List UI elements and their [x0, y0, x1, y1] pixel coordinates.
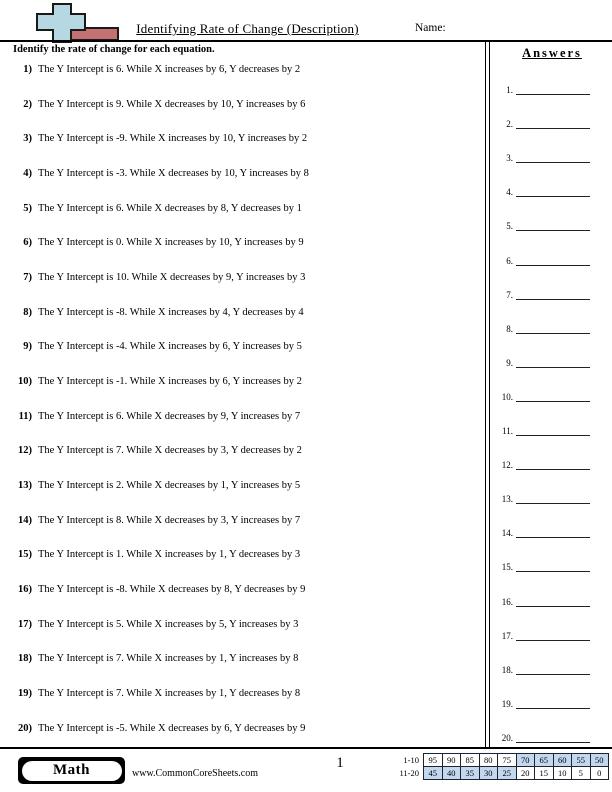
- score-grid-row: [394, 754, 609, 767]
- question-number: 7): [23, 272, 32, 284]
- question-text: The Y Intercept is -8. While X decreases by 8, Y decreases by 9: [38, 584, 306, 596]
- question-row: [0, 197, 486, 232]
- score-cell: 70: [516, 754, 535, 767]
- question-text: The Y Intercept is -5. While X decreases by 6, Y decreases by 9: [38, 722, 306, 734]
- answer-blank[interactable]: [516, 94, 590, 95]
- answer-number: 4.: [506, 187, 513, 198]
- answer-item: [492, 448, 612, 482]
- answer-blank[interactable]: [516, 128, 590, 129]
- question-text: The Y Intercept is 6. While X decreases by 8, Y decreases by 1: [38, 202, 302, 214]
- website-url: www.CommonCoreSheets.com: [132, 768, 259, 779]
- answer-blank[interactable]: [516, 469, 590, 470]
- answer-blank[interactable]: [516, 640, 590, 641]
- question-number: 18): [18, 653, 32, 665]
- score-cell: 95: [424, 754, 443, 767]
- answer-number: 9.: [506, 357, 513, 368]
- question-number: 9): [23, 341, 32, 353]
- name-label: Name:: [415, 22, 446, 34]
- score-cell: 80: [479, 754, 498, 767]
- answer-number: 16.: [501, 596, 513, 607]
- score-grid-row-label: 1-10: [403, 754, 419, 765]
- question-row: [0, 509, 486, 544]
- question-row: [0, 127, 486, 162]
- score-cell: 30: [479, 767, 498, 780]
- question-number: 8): [23, 306, 32, 318]
- answer-item: [492, 312, 612, 346]
- score-cell: 5: [572, 767, 591, 780]
- answer-item: [492, 721, 612, 755]
- question-text: The Y Intercept is 7. While X increases by 1, Y increases by 8: [38, 653, 299, 665]
- answer-item: [492, 516, 612, 550]
- answer-number: 12.: [501, 460, 513, 471]
- answer-blank[interactable]: [516, 503, 590, 504]
- score-cell: 15: [535, 767, 554, 780]
- question-text: The Y Intercept is 9. While X decreases by 10, Y increases by 6: [38, 98, 306, 110]
- answer-blank[interactable]: [516, 537, 590, 538]
- question-number: 10): [18, 376, 32, 388]
- question-number: 4): [23, 168, 32, 180]
- question-text: The Y Intercept is -9. While X increases by 10, Y increases by 2: [38, 133, 308, 145]
- answer-number: 2.: [506, 119, 513, 130]
- answer-number: 20.: [501, 732, 513, 743]
- question-row: [0, 58, 486, 93]
- score-grid: [394, 753, 610, 780]
- question-number: 14): [18, 514, 32, 526]
- answer-number: 3.: [506, 153, 513, 164]
- question-text: The Y Intercept is 6. While X decreases by 9, Y increases by 7: [38, 410, 301, 422]
- question-row: [0, 93, 486, 128]
- answer-number: 19.: [501, 698, 513, 709]
- answer-item: [492, 550, 612, 584]
- question-text: The Y Intercept is 5. While X increases by 5, Y increases by 3: [38, 618, 299, 630]
- question-text: The Y Intercept is 7. While X increases by 1, Y decreases by 8: [38, 688, 301, 700]
- score-cell: 35: [461, 767, 480, 780]
- answers-divider: [485, 40, 490, 747]
- answer-item: [492, 653, 612, 687]
- score-cell: 90: [442, 754, 461, 767]
- score-grid-row-label: 11-20: [399, 767, 419, 778]
- question-row: [0, 543, 486, 578]
- question-text: The Y Intercept is -8. While X increases by 4, Y decreases by 4: [38, 306, 304, 318]
- answer-blank[interactable]: [516, 299, 590, 300]
- question-row: [0, 405, 486, 440]
- answer-blank[interactable]: [516, 401, 590, 402]
- score-cell: 40: [442, 767, 461, 780]
- question-row: [0, 647, 486, 682]
- answer-item: [492, 346, 612, 380]
- question-text: The Y Intercept is 8. While X decreases by 3, Y increases by 7: [38, 514, 301, 526]
- score-cell: 85: [461, 754, 480, 767]
- score-cell: 50: [590, 754, 609, 767]
- question-text: The Y Intercept is 10. While X decreases by 9, Y increases by 3: [38, 272, 306, 284]
- answer-item: [492, 619, 612, 653]
- answers-column: [492, 40, 612, 755]
- footer-rule: [0, 747, 612, 749]
- answer-number: 18.: [501, 664, 513, 675]
- answer-blank[interactable]: [516, 435, 590, 436]
- answer-number: 15.: [501, 562, 513, 573]
- question-text: The Y Intercept is -4. While X increases by 6, Y increases by 5: [38, 341, 302, 353]
- question-row: [0, 578, 486, 613]
- score-cell: 0: [590, 767, 609, 780]
- answer-item: [492, 278, 612, 312]
- answer-blank[interactable]: [516, 162, 590, 163]
- question-row: [0, 162, 486, 197]
- score-cell: 45: [424, 767, 443, 780]
- answer-blank[interactable]: [516, 196, 590, 197]
- question-row: [0, 370, 486, 405]
- question-row: [0, 439, 486, 474]
- answer-blank[interactable]: [516, 367, 590, 368]
- question-number: 11): [18, 410, 32, 422]
- answer-item: [492, 584, 612, 618]
- score-cell: 25: [498, 767, 517, 780]
- question-number: 1): [23, 64, 32, 75]
- question-text: The Y Intercept is -1. While X increases by 6, Y increases by 2: [38, 376, 302, 388]
- answer-number: 5.: [506, 221, 513, 232]
- question-number: 19): [18, 688, 32, 700]
- question-number: 16): [18, 584, 32, 596]
- score-cell: 65: [535, 754, 554, 767]
- answer-blank[interactable]: [516, 606, 590, 607]
- answer-blank[interactable]: [516, 742, 590, 743]
- answer-item: [492, 414, 612, 448]
- question-row: [0, 335, 486, 370]
- answer-number: 8.: [506, 323, 513, 334]
- question-row: [0, 231, 486, 266]
- answer-blank[interactable]: [516, 333, 590, 334]
- answer-item: [492, 380, 612, 414]
- answer-item: [492, 243, 612, 277]
- question-number: 3): [23, 133, 32, 145]
- score-cell: 75: [498, 754, 517, 767]
- page-number: 1: [336, 755, 344, 771]
- answer-blank[interactable]: [516, 265, 590, 266]
- score-cell: 10: [553, 767, 572, 780]
- question-number: 6): [23, 237, 32, 249]
- answer-item: [492, 73, 612, 107]
- answers-title: Answers: [522, 46, 582, 60]
- answer-blank[interactable]: [516, 571, 590, 572]
- question-number: 5): [23, 202, 32, 214]
- answer-item: [492, 141, 612, 175]
- question-number: 12): [18, 445, 32, 457]
- answers-list: [492, 73, 612, 755]
- question-number: 2): [23, 98, 32, 110]
- question-text: The Y Intercept is -3. While X decreases by 10, Y increases by 8: [38, 168, 309, 180]
- score-cell: 20: [516, 767, 535, 780]
- question-number: 13): [18, 480, 32, 492]
- question-row: [0, 474, 486, 509]
- answer-number: 13.: [501, 494, 513, 505]
- answer-blank[interactable]: [516, 230, 590, 231]
- answer-item: [492, 107, 612, 141]
- subject-badge: [18, 757, 125, 784]
- question-text: The Y Intercept is 1. While X increases by 1, Y decreases by 3: [38, 549, 301, 561]
- question-text: The Y Intercept is 2. While X decreases by 1, Y increases by 5: [38, 480, 301, 492]
- question-number: 17): [18, 618, 32, 630]
- answer-item: [492, 209, 612, 243]
- question-row: [0, 266, 486, 301]
- answer-blank[interactable]: [516, 674, 590, 675]
- instruction-text: Identify the rate of change for each equation.: [13, 44, 215, 55]
- subject-label: Math: [22, 761, 122, 781]
- question-row: [0, 682, 486, 717]
- question-row: [0, 613, 486, 648]
- question-list: [0, 58, 486, 751]
- question-row: [0, 301, 486, 336]
- score-grid-row: [394, 767, 609, 780]
- score-cell: 60: [553, 754, 572, 767]
- question-number: 15): [18, 549, 32, 561]
- question-text: The Y Intercept is 0. While X increases by 10, Y increases by 9: [38, 237, 304, 249]
- answer-item: [492, 482, 612, 516]
- answer-item: [492, 175, 612, 209]
- answer-number: 7.: [506, 289, 513, 300]
- question-text: The Y Intercept is 6. While X increases by 6, Y decreases by 2: [38, 64, 301, 75]
- score-cell: 55: [572, 754, 591, 767]
- answer-number: 14.: [501, 528, 513, 539]
- page-title: Identifying Rate of Change (Description): [136, 21, 359, 36]
- answer-blank[interactable]: [516, 708, 590, 709]
- answer-number: 1.: [506, 85, 513, 96]
- question-number: 20): [18, 722, 32, 734]
- answer-number: 10.: [501, 391, 513, 402]
- answer-number: 11.: [502, 426, 513, 437]
- answer-item: [492, 687, 612, 721]
- question-text: The Y Intercept is 7. While X decreases by 3, Y decreases by 2: [38, 445, 302, 457]
- answer-number: 17.: [501, 630, 513, 641]
- answer-number: 6.: [506, 255, 513, 266]
